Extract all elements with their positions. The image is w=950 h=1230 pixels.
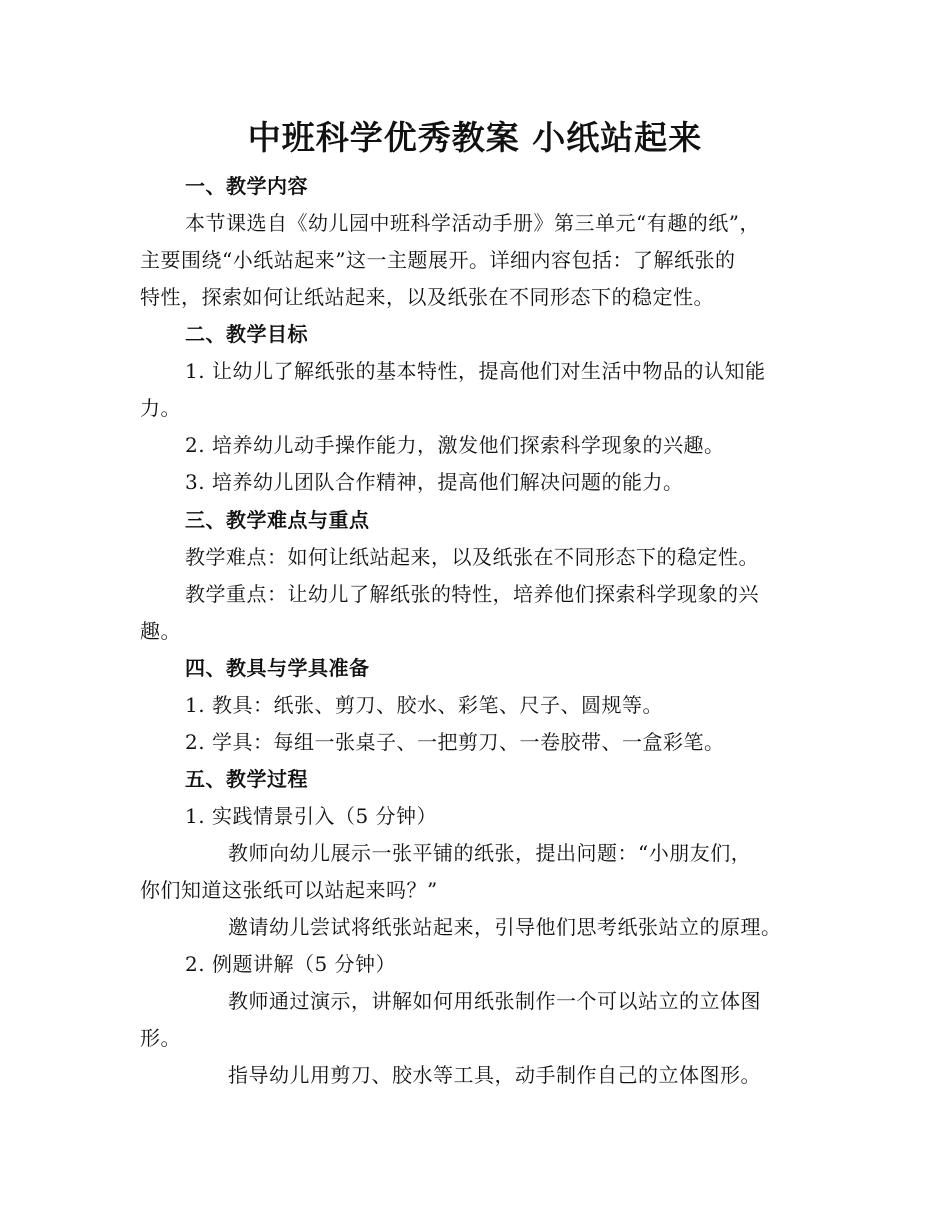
paragraph-line: 教师向幼儿展示一张平铺的纸张，提出问题：“小朋友们， <box>228 841 752 865</box>
paragraph-line: 特性，探索如何让纸站起来，以及纸张在不同形态下的稳定性。 <box>140 285 714 309</box>
list-item: 3. 培养幼儿团队合作精神，提高他们解决问题的能力。 <box>185 470 684 494</box>
paragraph-line: 趣。 <box>140 619 181 643</box>
paragraph-line: 教学难点：如何让纸站起来，以及纸张在不同形态下的稳定性。 <box>185 545 759 569</box>
paragraph-line: 教师通过演示，讲解如何用纸张制作一个可以站立的立体图 <box>228 989 761 1013</box>
list-item: 2. 培养幼儿动手操作能力，激发他们探索科学现象的兴趣。 <box>185 433 725 457</box>
section-heading-content: 一、教学内容 <box>185 174 308 198</box>
paragraph-line: 形。 <box>140 1026 181 1050</box>
paragraph-line: 邀请幼儿尝试将纸张站起来，引导他们思考纸张站立的原理。 <box>228 915 782 939</box>
list-item: 2. 学具：每组一张桌子、一把剪刀、一卷胶带、一盒彩笔。 <box>185 730 725 754</box>
paragraph-line: 主要围绕“小纸站起来”这一主题展开。详细内容包括：了解纸张的 <box>140 248 736 272</box>
paragraph-line: 你们知道这张纸可以站起来吗？” <box>140 878 438 902</box>
list-item-continuation: 力。 <box>140 396 181 420</box>
paragraph-line: 指导幼儿用剪刀、胶水等工具，动手制作自己的立体图形。 <box>228 1063 761 1087</box>
list-item: 1. 实践情景引入（5 分钟） <box>185 804 438 828</box>
list-item: 1. 教具：纸张、剪刀、胶水、彩笔、尺子、圆规等。 <box>185 693 663 717</box>
list-item: 1. 让幼儿了解纸张的基本特性，提高他们对生活中物品的认知能 <box>185 359 766 383</box>
document-title: 中班科学优秀教案 小纸站起来 <box>247 118 703 157</box>
paragraph-line: 本节课选自《幼儿园中班科学活动手册》第三单元“有趣的纸”， <box>185 211 760 235</box>
section-heading-process: 五、教学过程 <box>185 767 308 791</box>
section-heading-goals: 二、教学目标 <box>185 322 308 346</box>
section-heading-materials: 四、教具与学具准备 <box>185 656 370 680</box>
paragraph-line: 教学重点：让幼儿了解纸张的特性，培养他们探索科学现象的兴 <box>185 582 759 606</box>
section-heading-keypoints: 三、教学难点与重点 <box>185 508 370 532</box>
list-item: 2. 例题讲解（5 分钟） <box>185 952 397 976</box>
